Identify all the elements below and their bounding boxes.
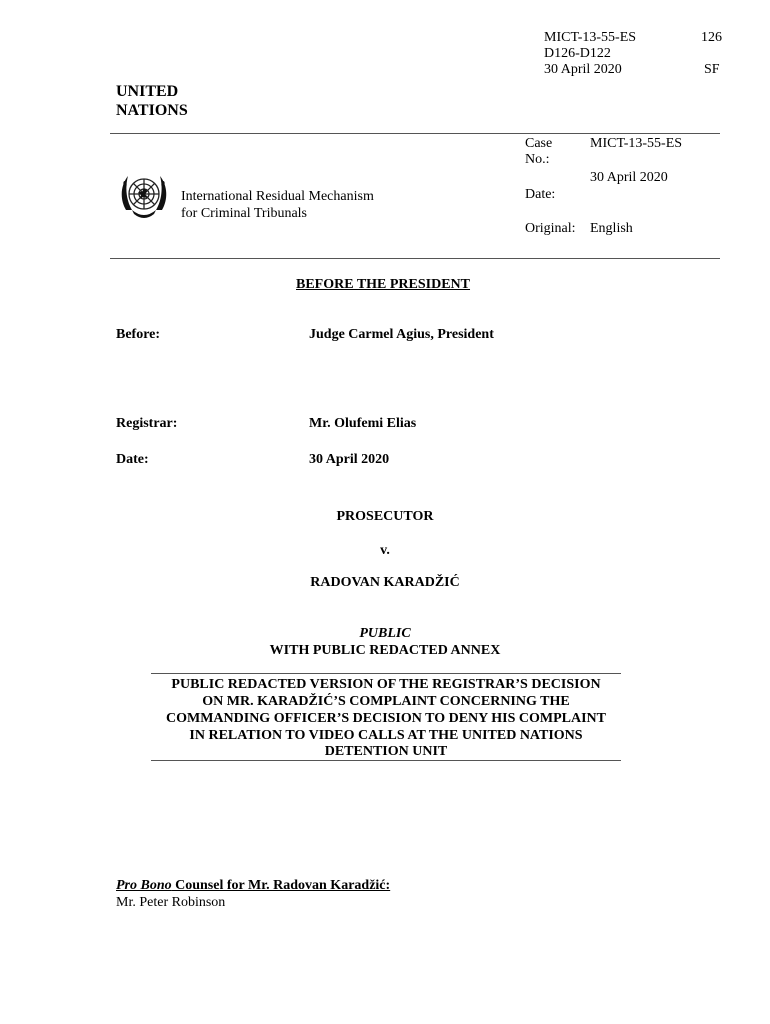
- accused-party: RADOVAN KARADŽIĆ: [310, 575, 460, 590]
- mechanism-name-line1: International Residual Mechanism: [181, 189, 374, 204]
- counsel-name: Mr. Peter Robinson: [116, 895, 226, 910]
- header-date: 30 April 2020: [544, 62, 622, 77]
- un-emblem-icon: [116, 170, 172, 224]
- title-top-rule: [151, 673, 621, 674]
- date-value: 30 April 2020: [309, 452, 390, 467]
- chamber-heading: BEFORE THE PRESIDENT: [296, 277, 471, 292]
- document-title-line5: DETENTION UNIT: [324, 744, 448, 759]
- original-language-value: English: [590, 221, 633, 236]
- prosecutor-party: PROSECUTOR: [336, 509, 434, 524]
- header-bottom-rule: [110, 258, 720, 259]
- case-date-value: 30 April 2020: [590, 170, 668, 185]
- case-number-value: MICT-13-55-ES: [590, 136, 683, 151]
- header-page-number: 126: [701, 30, 722, 45]
- date-label: Date:: [116, 452, 149, 467]
- case-label-line1: Case: [525, 136, 553, 151]
- org-name-line2: NATIONS: [116, 102, 188, 119]
- counsel-label: [116, 877, 390, 894]
- document-title-line1: PUBLIC REDACTED VERSION OF THE REGISTRAR’S DECISION: [171, 677, 601, 692]
- header-case-code: MICT-13-55-ES: [544, 30, 637, 45]
- document-title-line2: ON MR. KARADŽIĆ’S COMPLAINT CONCERNING THE: [202, 694, 570, 709]
- classification-public: PUBLIC: [359, 626, 411, 641]
- original-language-label: Original:: [525, 221, 576, 236]
- org-name-line1: UNITED: [116, 83, 179, 100]
- before-value: Judge Carmel Agius, President: [309, 327, 494, 342]
- mechanism-name-line2: for Criminal Tribunals: [181, 206, 308, 221]
- counsel-label-rest: Counsel for Mr. Radovan Karadžić:: [171, 878, 391, 893]
- header-page-range: D126-D122: [544, 46, 611, 61]
- header-top-rule: [110, 133, 720, 134]
- title-bottom-rule: [151, 760, 621, 761]
- before-label: Before:: [116, 327, 161, 342]
- header-initials: SF: [704, 62, 720, 77]
- document-title-line3: COMMANDING OFFICER’S DECISION TO DENY HIS COMPLAINT: [165, 711, 606, 726]
- case-date-label: Date:: [525, 187, 556, 202]
- registrar-value: Mr. Olufemi Elias: [309, 416, 417, 431]
- classification-annex: WITH PUBLIC REDACTED ANNEX: [269, 643, 501, 658]
- versus-label: v.: [380, 543, 390, 558]
- registrar-label: Registrar:: [116, 416, 178, 431]
- case-label-line2: No.:: [525, 152, 550, 167]
- document-title-line4: IN RELATION TO VIDEO CALLS AT THE UNITED NATIONS: [189, 728, 583, 743]
- pro-bono-label: Pro Bono: [116, 878, 172, 893]
